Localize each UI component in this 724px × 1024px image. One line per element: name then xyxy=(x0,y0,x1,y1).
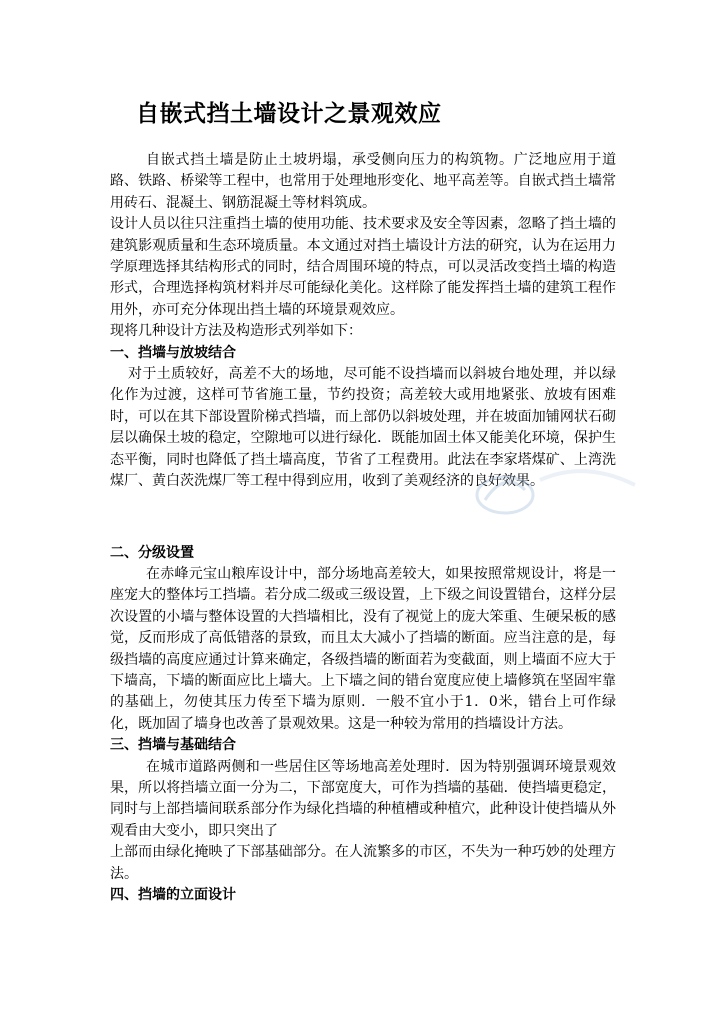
section-heading-1: 一、挡墙与放坡结合 xyxy=(110,344,236,361)
section-heading-4: 四、挡墙的立面设计 xyxy=(110,887,236,903)
section-2-paragraph: 在赤峰元宝山粮库设计中，部分场地高差较大，如果按照常规设计，将是一座宠大的整体圬工挡墙。若分成二级或三级设置，上下级之间设置错台，这样分层次设置的小墙与整体设置的大挡墙相比，没有了视觉上的庞大笨重、生硬呆板的感觉，反而形成了高低错落的景致，而且太大减小了挡墙的断面。应当注意的是，每级挡墙的高度应通过计算来确定，各级挡墙的断面若为变截面，则上墙面不应大于下墙高，下墙的断面应比上墙大。上下墙之间的错台宽度应使上墙修筑在坚固牢靠的基础上，勿使其压力传至下墙为原则．一般不宜小于1．0米，错台上可作绿化，既加固了墙身也改善了景观效果。这是一种较为常用的挡墙设计方法。 xyxy=(110,565,616,732)
intro-paragraph-3: 现将几种设计方法及构造形式列举如下： xyxy=(110,323,362,340)
document-title: 自嵌式挡土墙设计之景观效应 xyxy=(136,101,442,127)
watermark-logo-icon xyxy=(465,440,645,530)
section-1-paragraph: 对于土质较好，高差不大的场地，尽可能不设挡墙而以斜坡台地处理，并以绿化作为过渡，这样可节省施工量，节约投资；高差较大或用地紧张、放坡有困难时，可以在其下部设置阶梯式挡墙，而上部仍以斜坡处理，并在坡面加铺网状石砌层以确保土坡的稳定，空隙地可以进行绿化．既能加固土体又能美化环境，保护生态平衡，同时也降低了挡土墙高度，节省了工程费用。此法在李家塔煤矿、上湾洗煤厂、黄白茨洗煤厂等工程中得到应用，收到了美观经济的良好效果。 xyxy=(110,366,616,490)
intro-paragraph-2: 设计人员以往只注重挡土墙的使用功能、技术要求及安全等因素，忽略了挡土墙的建筑影观质量和生态环境质量。本文通过对挡土墙设计方法的研究，认为在运用力学原理选择其结构形式的同时，结合周围环境的特点，可以灵活改变挡土墙的构造形式，合理选择构筑材料并尽可能绿化美化。这样除了能发挥挡土墙的建筑工程作用外，亦可充分体现出挡土墙的环境景观效应。 xyxy=(110,216,616,318)
section-3-paragraph-2: 上部而由绿化掩映了下部基础部分。在人流繁多的市区，不失为一种巧妙的处理方法。 xyxy=(110,844,616,882)
section-heading-3: 三、挡墙与基础结合 xyxy=(110,737,236,754)
intro-paragraph-1: 自嵌式挡土墙是防止土坡坍塌，承受侧向压力的构筑物。广泛地应用于道路、铁路、桥梁等工程中，也常用于处理地形变化、地平高差等。自嵌式挡土墙常用砖石、混凝土、钢筋混凝土等材料筑成。 xyxy=(110,152,616,211)
section-3-paragraph-1: 在城市道路两侧和一些居住区等场地高差处理时．因为特别强调环境景观效果，所以将挡墙立面一分为二，下部宽度大，可作为挡墙的基础．使挡墙更稳定，同时与上部挡墙间联系部分作为绿化挡墙的种植槽或种植穴，此种设计使挡墙从外观看由大变小，即只突出了 xyxy=(110,758,616,839)
section-heading-2: 二、分级设置 xyxy=(110,544,194,561)
